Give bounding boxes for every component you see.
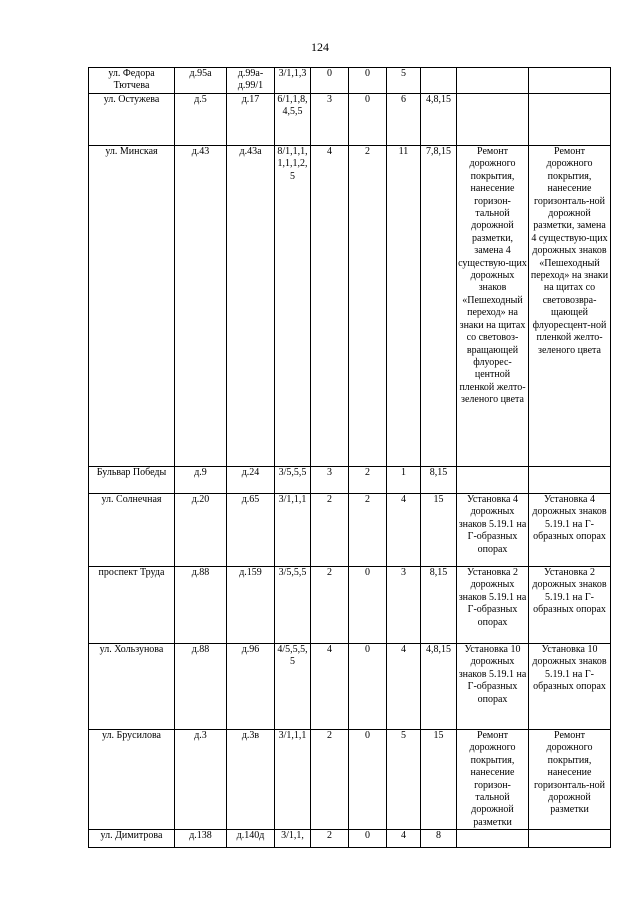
- codes-cell: 7,8,15: [421, 146, 457, 467]
- street-cell: ул. Брусилова: [89, 730, 175, 830]
- to-house-cell: д.3в: [227, 730, 275, 830]
- count-a-cell: 2: [311, 830, 349, 848]
- count-c-cell: 4: [387, 494, 421, 567]
- count-a-cell: 4: [311, 146, 349, 467]
- street-cell: ул. Димитрова: [89, 830, 175, 848]
- category-cell: 3/5,5,5: [275, 567, 311, 644]
- count-b-cell: 0: [349, 567, 387, 644]
- from-house-cell: д.9: [175, 467, 227, 494]
- category-cell: 6/1,1,8,4,5,5: [275, 94, 311, 146]
- measures-cell: [457, 94, 529, 146]
- to-house-cell: д.17: [227, 94, 275, 146]
- from-house-cell: д.43: [175, 146, 227, 467]
- table-row: [89, 146, 611, 467]
- category-cell: 3/5,5,5: [275, 467, 311, 494]
- street-cell: ул. Солнечная: [89, 494, 175, 567]
- count-b-cell: 2: [349, 146, 387, 467]
- codes-cell: 8,15: [421, 467, 457, 494]
- table-row: [89, 494, 611, 567]
- from-house-cell: д.88: [175, 644, 227, 730]
- measures-cell: Ремонт дорожного покрытия, нанесение горизон-тальной дорожной разметки: [457, 730, 529, 830]
- measures-planned-cell: Установка 2 дорожных знаков 5.19.1 на Г-образных опорах: [529, 567, 611, 644]
- to-house-cell: д.140д: [227, 830, 275, 848]
- count-b-cell: 2: [349, 467, 387, 494]
- codes-cell: 8,15: [421, 567, 457, 644]
- category-cell: 3/1,1,3: [275, 68, 311, 94]
- count-a-cell: 4: [311, 644, 349, 730]
- count-c-cell: 6: [387, 94, 421, 146]
- street-cell: ул. Хользунова: [89, 644, 175, 730]
- measures-planned-cell: [529, 94, 611, 146]
- category-cell: 3/1,1,: [275, 830, 311, 848]
- count-a-cell: 2: [311, 730, 349, 830]
- codes-cell: [421, 68, 457, 94]
- count-b-cell: 0: [349, 730, 387, 830]
- measures-planned-cell: [529, 830, 611, 848]
- count-a-cell: 3: [311, 94, 349, 146]
- measures-cell: [457, 68, 529, 94]
- to-house-cell: д.65: [227, 494, 275, 567]
- street-cell: ул. Остужева: [89, 94, 175, 146]
- from-house-cell: д.95а: [175, 68, 227, 94]
- count-c-cell: 4: [387, 830, 421, 848]
- count-c-cell: 1: [387, 467, 421, 494]
- count-b-cell: 0: [349, 68, 387, 94]
- category-cell: 3/1,1,1: [275, 730, 311, 830]
- table-row: [89, 94, 611, 146]
- table-row: [89, 567, 611, 644]
- to-house-cell: д.43а: [227, 146, 275, 467]
- codes-cell: 4,8,15: [421, 644, 457, 730]
- codes-cell: 15: [421, 730, 457, 830]
- measures-cell: Установка 10 дорожных знаков 5.19.1 на Г-образных опорах: [457, 644, 529, 730]
- codes-cell: 15: [421, 494, 457, 567]
- street-cell: проспект Труда: [89, 567, 175, 644]
- street-cell: ул. Минская: [89, 146, 175, 467]
- category-cell: 3/1,1,1: [275, 494, 311, 567]
- category-cell: 4/5,5,5,5: [275, 644, 311, 730]
- count-c-cell: 11: [387, 146, 421, 467]
- measures-cell: Ремонт дорожного покрытия, нанесение горизон-тальной дорожной разметки, замена 4 существую-щих дорожных знаков «Пешеходный переход» на знаки на щитах со световоз-вращающей флуорес-центной пленкой желто-зеленого цвета: [457, 146, 529, 467]
- street-cell: ул. Федора Тютчева: [89, 68, 175, 94]
- count-c-cell: 4: [387, 644, 421, 730]
- measures-cell: Установка 4 дорожных знаков 5.19.1 на Г-образных опорах: [457, 494, 529, 567]
- measures-planned-cell: Установка 4 дорожных знаков 5.19.1 на Г-образных опорах: [529, 494, 611, 567]
- count-c-cell: 3: [387, 567, 421, 644]
- count-b-cell: 0: [349, 94, 387, 146]
- count-a-cell: 2: [311, 494, 349, 567]
- codes-cell: 8: [421, 830, 457, 848]
- category-cell: 8/1,1,1,1,1,1,2,5: [275, 146, 311, 467]
- to-house-cell: д.159: [227, 567, 275, 644]
- count-a-cell: 0: [311, 68, 349, 94]
- from-house-cell: д.3: [175, 730, 227, 830]
- measures-planned-cell: [529, 467, 611, 494]
- table-row: [89, 68, 611, 94]
- to-house-cell: д.99а-д.99/1: [227, 68, 275, 94]
- count-b-cell: 0: [349, 644, 387, 730]
- table-row: [89, 467, 611, 494]
- measures-cell: Установка 2 дорожных знаков 5.19.1 на Г-образных опорах: [457, 567, 529, 644]
- count-a-cell: 3: [311, 467, 349, 494]
- count-b-cell: 0: [349, 830, 387, 848]
- count-c-cell: 5: [387, 68, 421, 94]
- measures-planned-cell: Установка 10 дорожных знаков 5.19.1 на Г-образных опорах: [529, 644, 611, 730]
- measures-cell: [457, 467, 529, 494]
- measures-planned-cell: Ремонт дорожного покрытия, нанесение горизонталь-ной дорожной разметки: [529, 730, 611, 830]
- from-house-cell: д.88: [175, 567, 227, 644]
- table-row: [89, 644, 611, 730]
- table-row: [89, 830, 611, 848]
- measures-cell: [457, 830, 529, 848]
- count-b-cell: 2: [349, 494, 387, 567]
- page-number: 124: [311, 40, 329, 54]
- to-house-cell: д.24: [227, 467, 275, 494]
- from-house-cell: д.5: [175, 94, 227, 146]
- measures-planned-cell: Ремонт дорожного покрытия, нанесение горизонталь-ной дорожной разметки, замена 4 существую-щих дорожных знаков «Пешеходный переход» на знаки на щитах со световозвра-щающей флуоресцент-ной пленкой желто-зеленого цвета: [529, 146, 611, 467]
- road-works-table: [88, 67, 611, 848]
- count-a-cell: 2: [311, 567, 349, 644]
- measures-planned-cell: [529, 68, 611, 94]
- from-house-cell: д.20: [175, 494, 227, 567]
- street-cell: Бульвар Победы: [89, 467, 175, 494]
- table-row: [89, 730, 611, 830]
- codes-cell: 4,8,15: [421, 94, 457, 146]
- count-c-cell: 5: [387, 730, 421, 830]
- from-house-cell: д.138: [175, 830, 227, 848]
- to-house-cell: д.96: [227, 644, 275, 730]
